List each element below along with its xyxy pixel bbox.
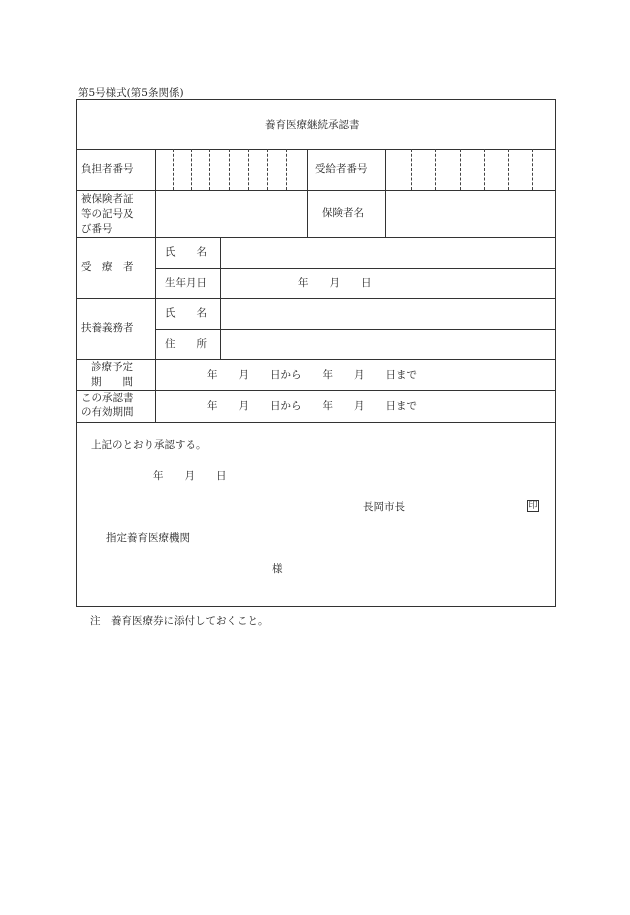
- digit-divider: [267, 149, 268, 190]
- validity-period-value: 年 月 日から 年 月 日まで: [207, 400, 417, 412]
- column-divider: [307, 149, 308, 237]
- digit-divider: [286, 149, 287, 190]
- row-divider: [76, 190, 556, 191]
- patient-name-label: 氏 名: [165, 246, 207, 258]
- insured-id-label-line3: び番号: [81, 223, 113, 235]
- form-title: 養育医療継続承認書: [265, 119, 360, 131]
- row-divider: [76, 390, 556, 391]
- treatment-period-label-line2: 期 間: [91, 376, 133, 388]
- column-divider: [385, 149, 386, 237]
- insured-id-label-line1: 被保険者証: [81, 193, 134, 205]
- birthdate-label: 生年月日: [165, 277, 207, 289]
- digit-divider: [508, 149, 509, 190]
- row-divider: [155, 329, 556, 330]
- approval-statement: 上記のとおり承認する。: [91, 439, 207, 451]
- approval-date: 年 月 日: [153, 470, 227, 482]
- digit-divider: [229, 149, 230, 190]
- insurer-name-label: 保険者名: [322, 207, 364, 219]
- patient-label: 受 療 者: [81, 261, 134, 273]
- row-divider: [155, 268, 556, 269]
- treatment-period-value: 年 月 日から 年 月 日まで: [207, 369, 417, 381]
- row-divider: [76, 298, 556, 299]
- address-label: 住 所: [165, 338, 207, 350]
- digit-divider: [532, 149, 533, 190]
- insured-id-label-line2: 等の記号及: [81, 208, 134, 220]
- column-divider: [155, 149, 156, 422]
- guardian-name-label: 氏 名: [165, 307, 207, 319]
- digit-divider: [191, 149, 192, 190]
- digit-divider: [209, 149, 210, 190]
- digit-divider: [173, 149, 174, 190]
- digit-divider: [460, 149, 461, 190]
- designated-institution-label: 指定養育医療機関: [106, 532, 190, 544]
- birthdate-value: 年 月 日: [298, 277, 372, 289]
- form-number-label: 第5号様式(第5条関係): [78, 87, 184, 99]
- digit-divider: [435, 149, 436, 190]
- recipient-number-label: 受給者番号: [315, 163, 368, 175]
- seal-stamp: 印: [528, 501, 538, 511]
- digit-divider: [484, 149, 485, 190]
- digit-divider: [248, 149, 249, 190]
- guardian-label: 扶養義務者: [81, 322, 134, 334]
- validity-label-line1: この承認書: [81, 392, 134, 404]
- honorific-sama: 様: [272, 563, 283, 575]
- mayor-title: 長岡市長: [363, 501, 405, 513]
- digit-divider: [411, 149, 412, 190]
- treatment-period-label-line1: 診療予定: [91, 361, 133, 373]
- burden-number-label: 負担者番号: [81, 163, 134, 175]
- validity-label-line2: の有効期間: [81, 406, 134, 418]
- row-divider: [76, 237, 556, 238]
- footnote: 注 養育医療券に添付しておくこと。: [90, 615, 269, 627]
- row-divider: [76, 359, 556, 360]
- row-divider: [76, 422, 556, 423]
- column-divider: [220, 237, 221, 359]
